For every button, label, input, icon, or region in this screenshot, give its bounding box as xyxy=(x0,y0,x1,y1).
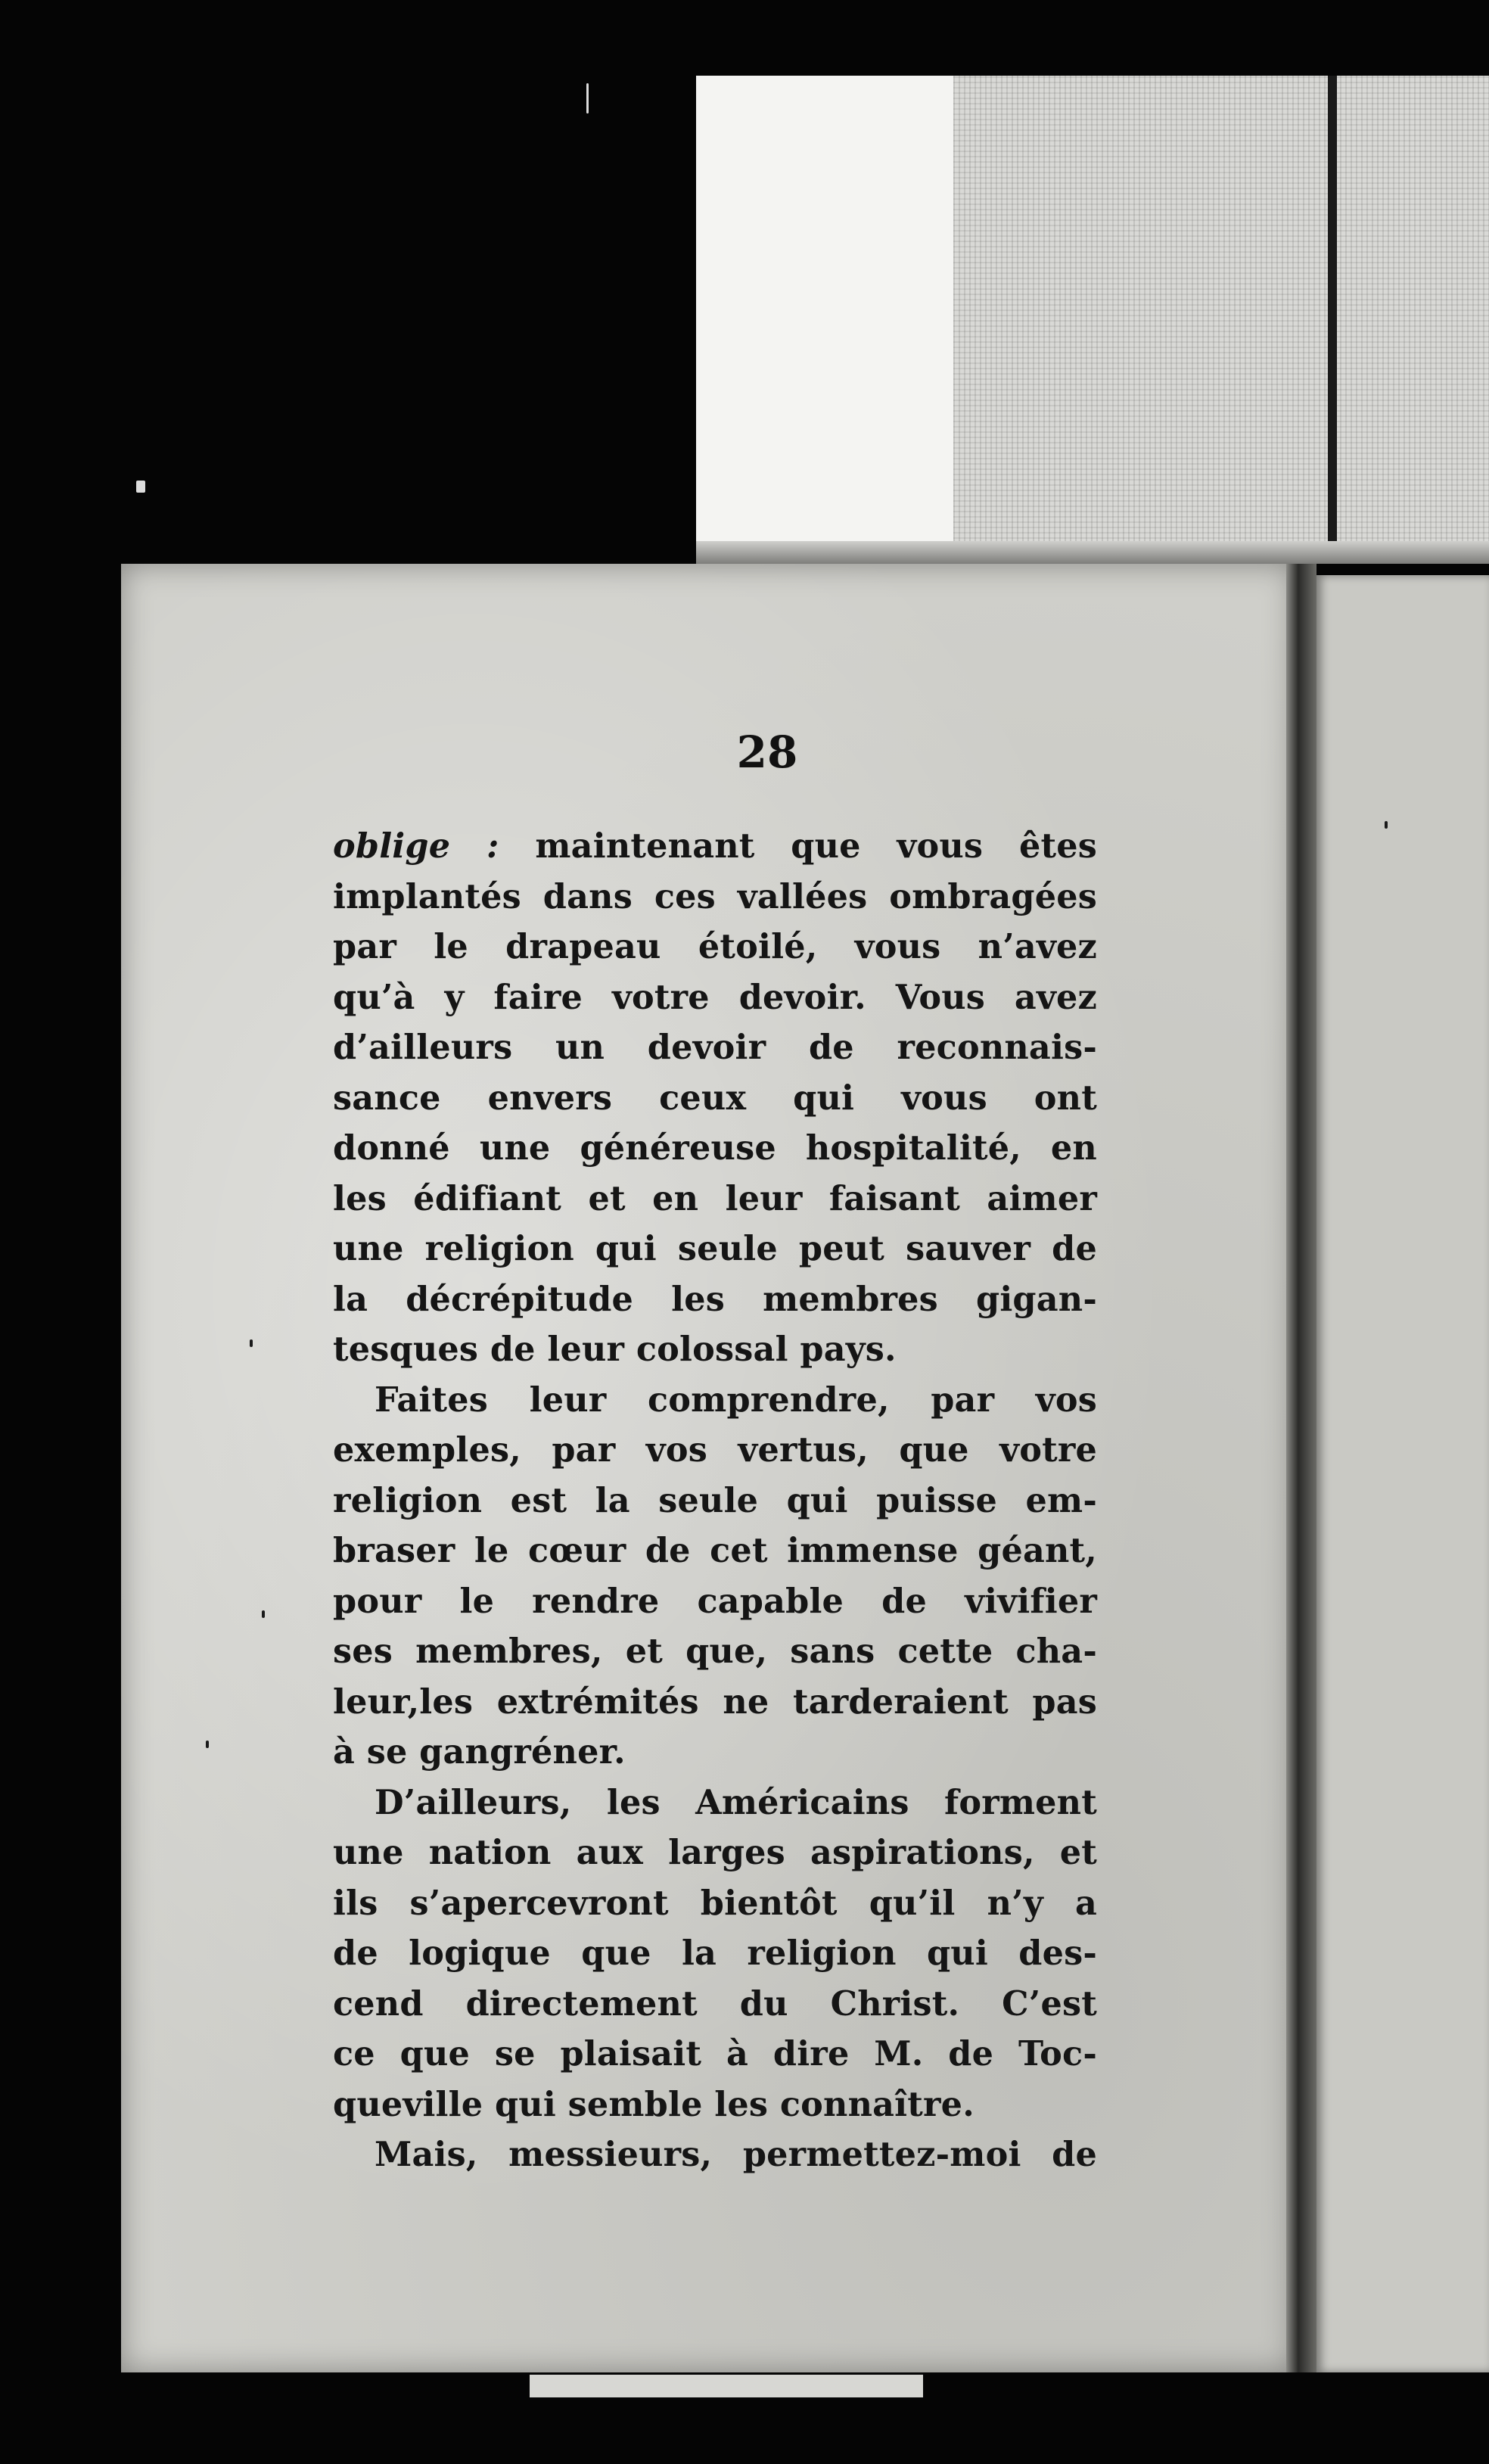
text-line xyxy=(333,821,1097,872)
text-line: ses membres, et que, sans cette cha- xyxy=(333,1632,1097,1671)
text-line: braser le cœur de cet immense géant, xyxy=(333,1531,1097,1570)
text-line: Faites leur comprendre, par vos xyxy=(375,1380,1097,1420)
text-line: une nation aux larges aspirations, et xyxy=(333,1833,1097,1872)
page-gutter xyxy=(1286,564,1316,2372)
text-line: sance envers ceux qui vous ont xyxy=(333,1078,1097,1118)
text-line-italic: oblige : xyxy=(333,826,499,866)
body-text xyxy=(333,821,1097,2180)
dust-speck xyxy=(206,1741,209,1748)
text-line: ils s’apercevront bientôt qu’il n’y a xyxy=(333,1883,1097,1923)
cloth-binding xyxy=(953,76,1489,560)
text-line: D’ailleurs, les Américains forment xyxy=(375,1782,1097,1822)
text-line: Mais, messieurs, permettez-moi de xyxy=(375,2135,1097,2174)
text-line: de logique que la religion qui des- xyxy=(333,1934,1097,1973)
text-line: leur,les extrémités ne tarderaient pas xyxy=(333,1682,1097,1722)
text-line: queville qui semble les connaître. xyxy=(333,2084,975,2124)
text-line: exemples, par vos vertus, que votre xyxy=(333,1430,1097,1470)
text-line-rest: maintenant que vous êtes xyxy=(535,826,1097,866)
text-line: par le drapeau étoilé, vous n’avez xyxy=(333,927,1097,966)
text-line: à se gangréner. xyxy=(333,1732,626,1772)
text-line: pour le rendre capable de vivifier xyxy=(333,1581,1097,1621)
text-line: tesques de leur colossal pays. xyxy=(333,1330,897,1369)
text-line: donné une généreuse hospitalité, en xyxy=(333,1128,1097,1168)
text-line: d’ailleurs un devoir de reconnais- xyxy=(333,1028,1097,1067)
dust-speck xyxy=(136,481,145,493)
text-line: cend directement du Christ. C’est xyxy=(333,1983,1097,2024)
text-line: qu’à y faire votre devoir. Vous avez xyxy=(333,977,1097,1017)
adjacent-page xyxy=(1316,575,1489,2372)
text-line: une religion qui seule peut sauver de xyxy=(333,1229,1097,1268)
text-line: ce que se plaisait à dire M. de Toc- xyxy=(333,2034,1097,2074)
text-line: la décrépitude les membres gigan- xyxy=(333,1279,1097,1319)
binding-rule xyxy=(1328,76,1337,560)
dust-speck xyxy=(586,83,589,114)
page-number: 28 xyxy=(736,726,798,778)
text-line: religion est la seule qui puisse em- xyxy=(333,1480,1097,1520)
text-line: les édifiant et en leur faisant aimer xyxy=(333,1178,1097,1218)
page-bottom-strip xyxy=(530,2375,923,2397)
dust-speck xyxy=(1385,821,1388,829)
dust-speck xyxy=(250,1339,253,1347)
text-line: implantés dans ces vallées ombragées xyxy=(333,876,1097,916)
dust-speck xyxy=(262,1610,265,1618)
slip-shadow xyxy=(696,541,1489,564)
